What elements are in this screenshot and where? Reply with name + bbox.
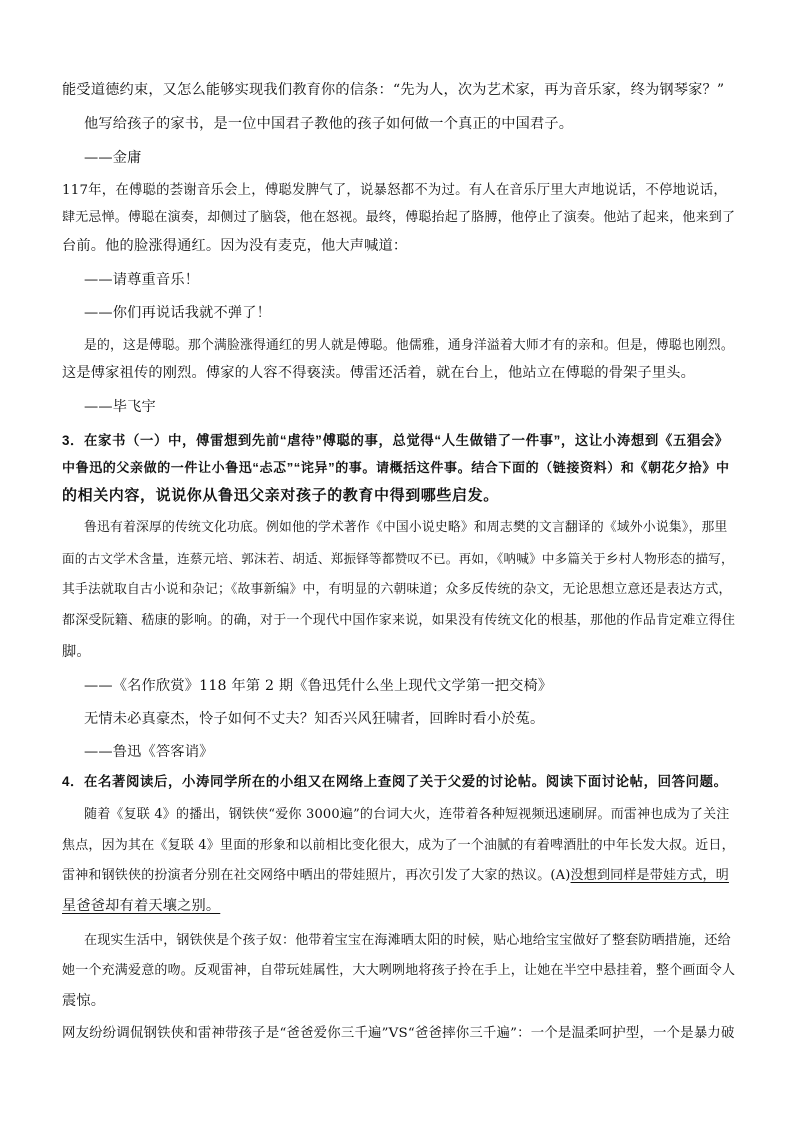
question-4: 4．在名著阅读后，小涛同学所在的小组又在网络上查阅了关于父爱的讨论帖。阅读下面讨论帖，回答问题。 [62,774,728,789]
attribution: ——毕飞宇 [84,399,156,415]
poem-line: 无情未必真豪杰，怜子如何不丈夫？知否兴风狂啸者，回眸时看小於菟。 [84,711,545,727]
text-line: 其手法就取自古小说和杂记；《故事新编》中，有明显的六朝味道；众多反传统的杂文，无论思想立意还是表达方式， [62,582,732,597]
text-line: 都深受阮籍、嵇康的影响。的确，对于一个现代中国作家来说，如果没有传统文化的根基，那他的作品肯定难立得住 [62,613,736,628]
text-line [62,866,729,886]
text-line: 焦点，因为其在《复联 4》里面的形象和以前相比变化很大，成为了一个油腻的有着啤酒肚的中年长发大叔。近日， [62,838,735,853]
text-line: 震惊。 [62,993,106,1009]
text-line: 在现实生活中，钢铁侠是个孩子奴：他带着宝宝在海滩晒太阳的时候，贴心地给宝宝做好了整套防晒措施，还给 [84,933,731,948]
attribution: ——金庸 [84,150,142,166]
underlined-sentence-a: 没想到同样是带娃方式，明 [570,868,729,883]
attribution: ——鲁迅《答客诮》 [84,744,214,760]
text-line: 鲁迅有着深厚的传统文化功底。例如他的学术著作《中国小说史略》和周志樊的文言翻译的《域外小说集》，那里 [84,520,728,535]
text-line: 117年，在傅聪的荟谢音乐会上，傅聪发脾气了，说暴怒都不为过。有人在音乐厅里大声地说话，不停地说话， [62,183,727,198]
text-line: 脚。 [62,644,91,660]
text-line: 能受道德约束，又怎么能够实现我们教育你的信条：“先为人，次为艺术家，再为音乐家，终为钢琴家？” [62,82,725,98]
quote-line: ——你们再说话我就不弹了！ [84,305,272,321]
question-3-line: 中鲁迅的父亲做的一件让小鲁迅“忐忑”“诧异”的事。请概括这件事。结合下面的（链接资料）和《朝花夕拾》中 [62,460,730,475]
question-3: 3．在家书（一）中，傅雷想到先前“虐待”傅聪的事，总觉得“人生做错了一件事”，这让小涛想到《五猖会》 [62,433,729,448]
text-line: 面的古文学术含量，连蔡元培、郭沫若、胡适、郑振铎等都赞叹不已。再如，《呐喊》中多篇关于乡村人物形态的描写， [62,551,734,566]
quote-line: ——请尊重音乐！ [84,272,200,288]
attribution: ——《名作欣赏》118 年第 2 期《鲁迅凭什么坐上现代文学第一把交椅》 [84,678,553,694]
text-line: 肆无忌惮。傅聪在演奏，却侧过了脑袋，他在怒视。最终，傅聪抬起了胳膊，他停止了演奏。他站了起来，他来到了 [62,210,736,225]
text-line: 随着《复联 4》的播出，钢铁侠“爱你 3000遍”的台词大火，连带着各种短视频迅速刷屏。而雷神也成为了关注 [84,807,730,822]
text-line: 是的，这是傅聪。那个满脸涨得通红的男人就是傅聪。他儒雅，通身洋溢着大师才有的亲和。但是，傅聪也刚烈。 [84,338,734,353]
text-line: 她一个充满爱意的吻。反观雷神，自带玩娃属性，大大咧咧地将孩子拎在手上，让她在半空中悬挂着，整个画面令人 [62,963,736,978]
text-line: 他写给孩子的家书，是一位中国君子教他的孩子如何做一个真正的中国君子。 [84,116,574,132]
text-segment: 雷神和钢铁侠的扮演者分别在社交网络中晒出的带娃照片，再次引发了大家的热议。(A) [62,868,571,883]
text-line: 这是傅家祖传的刚烈。傅家的人容不得亵渎。傅雷还活着，就在台上，他站立在傅聪的骨架子里头。 [62,365,696,381]
underlined-sentence-a-end: 星爸爸却有着天壤之别。 [62,898,221,914]
text-line [62,896,220,916]
text-line: 台前。他的脸涨得通红。因为没有麦克，他大声喊道： [62,238,408,254]
question-3-line: 的相关内容，说说你从鲁迅父亲对孩子的教育中得到哪些启发。 [62,487,499,504]
text-line: 网友纷纷调侃钢铁侠和雷神带孩子是“爸爸爱你三千遍”VS“爸爸摔你三千遍”：一个是温柔呵护型，一个是暴力破 [62,1026,735,1041]
